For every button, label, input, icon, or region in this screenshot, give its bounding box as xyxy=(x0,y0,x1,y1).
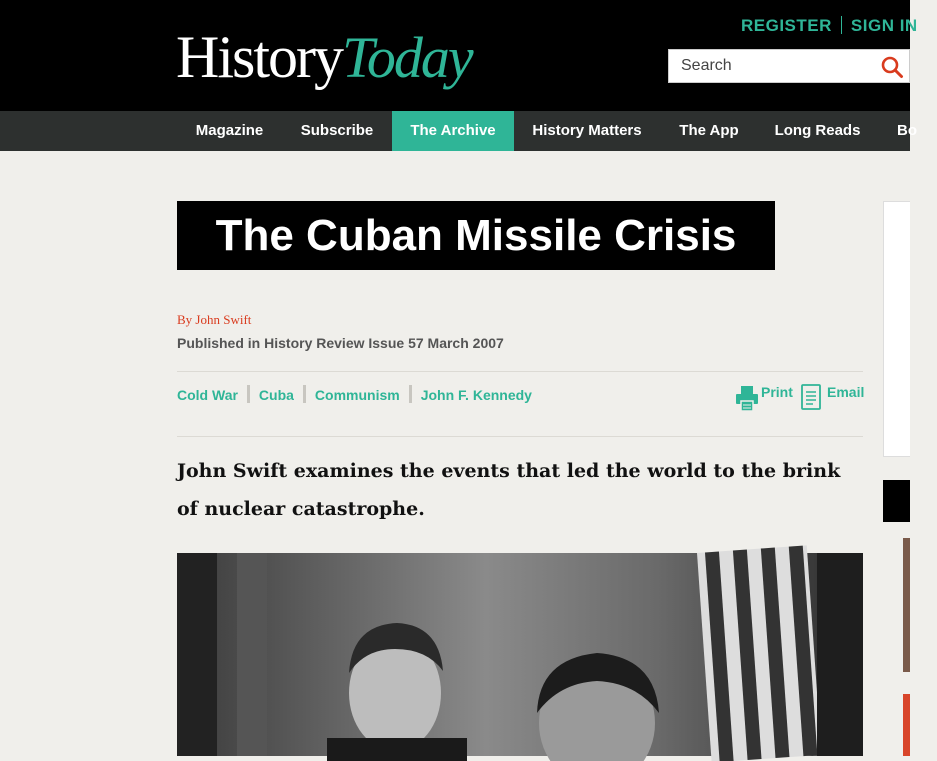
email-link[interactable]: Email xyxy=(827,384,865,400)
nav-item-books[interactable]: Bo xyxy=(897,122,917,139)
logo-today-text: Today xyxy=(342,25,472,90)
document-icon[interactable] xyxy=(801,384,821,410)
sign-in-link[interactable]: SIGN IN xyxy=(850,16,918,35)
article-title: The Cuban Missile Crisis xyxy=(215,211,737,260)
divider-top xyxy=(177,371,863,372)
tag-cold-war[interactable]: Cold War xyxy=(177,387,238,403)
auth-divider xyxy=(841,16,842,34)
tag-john-f-kennedy[interactable]: John F. Kennedy xyxy=(420,387,532,403)
tag-divider xyxy=(303,385,306,403)
printer-icon[interactable] xyxy=(735,385,759,412)
tag-communism[interactable]: Communism xyxy=(314,387,400,403)
nav-item-the-app[interactable]: The App xyxy=(679,122,739,139)
sidebar-thumbnail[interactable] xyxy=(903,694,910,756)
search-box xyxy=(668,49,910,83)
auth-links xyxy=(741,16,918,36)
nav-item-long-reads[interactable]: Long Reads xyxy=(774,122,861,139)
site-header xyxy=(0,0,918,111)
logo-history-text: History xyxy=(176,24,342,90)
article-standfirst: John Swift examines the events that led the world to the brink of nuclear catastrophe. xyxy=(177,460,841,520)
publication-info: Published in History Review Issue 57 March 2007 xyxy=(177,335,504,351)
nav-item-magazine[interactable]: Magazine xyxy=(195,122,264,139)
sidebar-panel xyxy=(883,201,910,457)
article-title-box xyxy=(177,201,775,270)
site-logo[interactable] xyxy=(176,20,472,94)
tag-divider xyxy=(247,385,250,403)
divider-bottom xyxy=(177,436,863,437)
tag-list xyxy=(177,385,532,403)
search-input[interactable] xyxy=(669,50,869,82)
nav-item-the-archive[interactable]: The Archive xyxy=(392,111,514,151)
tag-cuba[interactable]: Cuba xyxy=(258,387,294,403)
author-byline[interactable]: By John Swift xyxy=(177,312,252,327)
register-link[interactable]: REGISTER xyxy=(741,16,832,35)
main-nav xyxy=(0,111,917,151)
nav-item-subscribe[interactable]: Subscribe xyxy=(300,122,374,139)
article-hero-image xyxy=(177,553,863,756)
search-icon[interactable] xyxy=(880,55,904,79)
photo-illustration xyxy=(177,553,863,756)
sidebar-thumbnail[interactable] xyxy=(903,538,910,672)
sidebar-heading-bar xyxy=(883,480,910,522)
tag-divider xyxy=(409,385,412,403)
nav-item-history-matters[interactable]: History Matters xyxy=(532,122,642,139)
print-link[interactable]: Print xyxy=(761,384,793,400)
